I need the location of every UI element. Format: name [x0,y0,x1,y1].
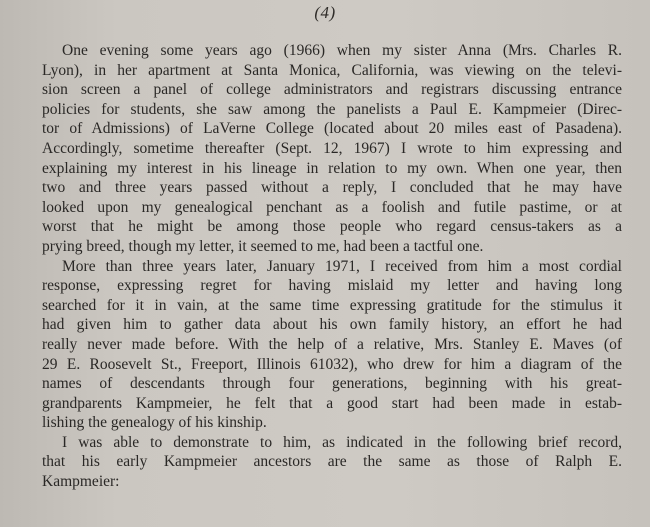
text-line: really never made before. With the help of a relative, Mrs. Stanley E. Maves (of [42,335,622,353]
text-line: two and three years passed without a reply, I concluded that he may have [42,179,622,197]
paragraph-3 [42,433,622,492]
text-line: policies for students, she saw among the panelists a Paul E. Kampmeier (Direc- [42,100,622,118]
text-line: prying breed, though my letter, it seemed to me, had been a tactful one. [42,237,484,255]
text-line: lishing the genealogy of his kinship. [42,414,267,432]
paragraph-2 [42,257,622,433]
text-line: worst that he might be among those people who regard census-takers as a [42,218,622,236]
text-line: 29 E. Roosevelt St., Freeport, Illinois 61032), who drew for him a diagram of the [42,355,622,373]
text-line: looked upon my genealogical penchant as a foolish and futile pastime, or at [42,198,622,216]
text-line: explaining my interest in his lineage in relation to my own. When one year, then [42,159,622,177]
text-line: More than three years later, January 1971, I received from him a most cordial [62,257,622,275]
text-line: grandparents Kampmeier, he felt that a good start had been made in estab- [42,394,622,412]
text-line: response, expressing regret for having mislaid my letter and having long [42,277,622,295]
paragraph-1 [42,41,622,257]
text-line: searched for it in vain, at the same time expressing gratitude for the stimulus it [42,296,622,314]
text-line: I was able to demonstrate to him, as indicated in the following brief record, [62,433,622,451]
page-number: (4) [314,3,336,22]
text-line: Lyon), in her apartment at Santa Monica, California, was viewing on the televi- [42,61,622,79]
text-line: sion screen a panel of college administrators and registrars discussing entrance [42,81,622,99]
text-line: that his early Kampmeier ancestors are the same as those of Ralph E. [42,453,622,471]
text-line: tor of Admissions) of LaVerne College (located about 20 miles east of Pasadena). [42,120,622,138]
text-line: One evening some years ago (1966) when my sister Anna (Mrs. Charles R. [62,42,622,59]
text-line: names of descendants through four generations, beginning with his great- [42,375,622,393]
text-line: Kampmeier: [42,473,120,491]
text-line: had given him to gather data about his own family history, an effort he had [42,316,622,334]
body-text [42,41,622,492]
text-line: Accordingly, sometime thereafter (Sept. 12, 1967) I wrote to him expressing and [42,139,622,157]
